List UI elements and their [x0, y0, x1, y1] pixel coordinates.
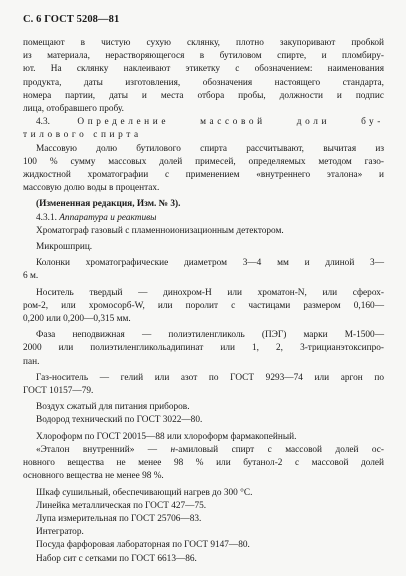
text-line: номера партии, даты и места отбора пробы, должности и подпис [23, 90, 384, 101]
text-line: Шкаф сушильный, обеспечивающий нагрев до 300 °С. [36, 487, 253, 498]
text-line: Интегратор. [36, 527, 84, 538]
section-number: 4.3. [36, 117, 50, 128]
text-line: ром-2, или хромосорб-W, или поролит с частицами размером 0,160— [23, 300, 384, 311]
text-line: Хроматограф газовый с пламенноионизационным детектором. [36, 225, 284, 236]
text-span: н [170, 444, 176, 455]
document-body [23, 37, 384, 566]
page-header: С. 6 ГОСТ 5208—81 [23, 14, 120, 25]
text-line: Массовую долю бутилового спирта рассчитывают, вычитая из [36, 143, 384, 154]
text-line [23, 444, 384, 457]
text-line: 0,200 или 0,200—0,315 мм. [23, 314, 131, 325]
text-line: Воздух сжатый для питания приборов. [36, 402, 190, 413]
text-line: Газ-носитель — гелий или азот по ГОСТ 9293—74 или аргон по [36, 372, 384, 383]
text-line: 6 м. [23, 271, 39, 282]
text-line: продукта, даты изготовления, обозначения настоящего стандарта, [23, 77, 384, 88]
text-line: Носитель твердый — динохром-Н или хроматон-N, или сферох- [36, 287, 384, 298]
text-line: жидкостной хроматографии с применением «внутреннего эталона» и [23, 170, 384, 181]
section-title-cont: тилового спирта [23, 130, 142, 141]
text-line: лица, отобравшего пробу. [23, 104, 124, 115]
text-line: Линейка металлическая по ГОСТ 427—75. [36, 500, 207, 511]
text-line: Водород технический по ГОСТ 3022—80. [36, 415, 203, 426]
amendment-note: (Измененная редакция, Изм. № 3). [36, 199, 181, 210]
text-line: пан. [23, 356, 40, 367]
text-span: -амиловый спирт с массовой долей ос- [175, 444, 384, 455]
section-heading-4-3-1 [23, 212, 384, 225]
section-title: Определение массовой доли бу- [77, 117, 384, 128]
text-line: Фаза неподвижная — полиэтиленгликоль (ПЭГ) марки М-1500— [36, 330, 384, 341]
text-line: Набор сит с сетками по ГОСТ 6613—86. [36, 553, 197, 564]
text-line: Колонки хроматографические диаметром 3—4 мм и длиной 3— [36, 258, 384, 269]
text-line: Микрошприц. [36, 242, 93, 253]
section-heading-4-3 [23, 116, 384, 129]
text-line: ГОСТ 10157—79. [23, 386, 94, 397]
text-line: из материала, нерастворяющегося в бутиловом спирте, и пломбиру- [23, 51, 384, 62]
text-line: Хлороформ по ГОСТ 20015—88 или хлороформ фармакопейный. [36, 431, 297, 442]
text-span: «Эталон внутренний» — [36, 444, 171, 455]
text-line: 2000 или полиэтиленгликольадипинат или 1, 2, 3-трицианэтоксипро- [23, 343, 384, 354]
text-line: Лупа измерительная по ГОСТ 25706—83. [36, 513, 202, 524]
section-number: 4.3.1. [36, 212, 57, 223]
text-line: Посуда фарфоровая лабораторная по ГОСТ 9147—80. [36, 540, 250, 551]
text-line: новного вещества не менее 98 % или бутанол-2 с массовой долей [23, 458, 384, 469]
text-line: основного вещества не менее 98 %. [23, 471, 164, 482]
text-line: ют. На склянку наклеивают этикетку с обозначением: наименования [23, 64, 384, 75]
text-line: массовую долю воды в процентах. [23, 183, 160, 194]
text-line: 100 % сумму массовых долей примесей, определяемых методом газо- [23, 156, 384, 167]
section-title: Аппаратура и реактивы [59, 212, 157, 223]
text-line: помещают в чистую сухую склянку, плотно закупоривают пробкой [23, 38, 384, 48]
